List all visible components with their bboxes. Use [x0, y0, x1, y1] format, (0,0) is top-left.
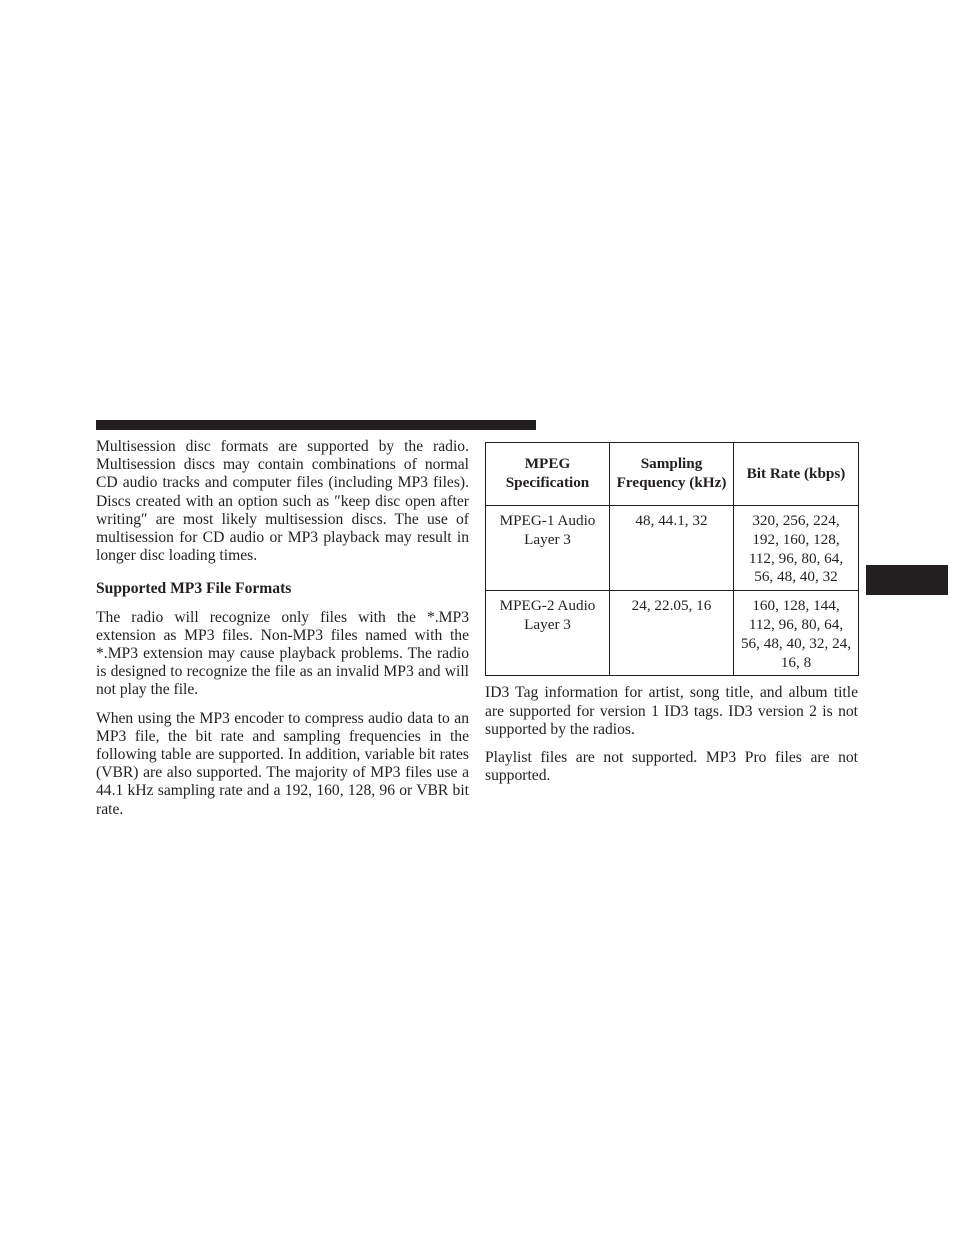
header-mpeg-spec: MPEG Specification — [486, 443, 610, 506]
mp3-format-table — [485, 442, 859, 676]
cell-frequency: 48, 44.1, 32 — [610, 506, 734, 591]
section-rule — [96, 420, 536, 430]
id3-paragraph: ID3 Tag information for artist, song title, and album title are supported for version 1 ID3 tags. ID3 version 2 is not supported by the radios. — [485, 684, 858, 738]
cell-frequency: 24, 22.05, 16 — [610, 591, 734, 676]
chapter-tab — [866, 565, 948, 595]
cell-bitrate: 320, 256, 224, 192, 160, 128, 112, 96, 80, 64, 56, 48, 40, 32 — [734, 506, 859, 591]
table-row — [486, 591, 859, 676]
playlist-paragraph: Playlist files are not supported. MP3 Pro files are not supported. — [485, 748, 858, 785]
right-column — [485, 442, 858, 795]
encoder-paragraph: When using the MP3 encoder to compress audio data to an MP3 file, the bit rate and sampling frequencies in the following table are supported. In addition, variable bit rates (VBR) are also supported. The majority of MP3 files use a 44.1 kHz sampling rate and a 192, 160, 128, 96 or VBR bit rate. — [96, 709, 469, 818]
cell-bitrate: 160, 128, 144, 112, 96, 80, 64, 56, 48, 40, 32, 24, 16, 8 — [734, 591, 859, 676]
mp3-extension-paragraph: The radio will recognize only files with the *.MP3 extension as MP3 files. Non-MP3 files named with the *.MP3 extension may cause playback problems. The radio is designed to recognize the file as an invalid MP3 and will not play the file. — [96, 608, 469, 699]
header-bit-rate: Bit Rate (kbps) — [734, 443, 859, 506]
section-heading: Supported MP3 File Formats — [96, 580, 292, 598]
table-header-row — [486, 443, 859, 506]
multisession-paragraph: Multisession disc formats are supported by the radio. Multisession discs may contain combinations of normal CD audio tracks and computer files (including MP3 files). Discs created with an option such as ″keep disc open after writing″ are most likely multisession discs. The use of multisession for CD audio or MP3 playback may result in longer disc loading times. — [96, 438, 469, 565]
left-column — [96, 438, 469, 829]
cell-spec: MPEG-1 Audio Layer 3 — [486, 506, 610, 591]
header-sampling-frequency: Sampling Frequency (kHz) — [610, 443, 734, 506]
table-row — [486, 506, 859, 591]
cell-spec: MPEG-2 Audio Layer 3 — [486, 591, 610, 676]
